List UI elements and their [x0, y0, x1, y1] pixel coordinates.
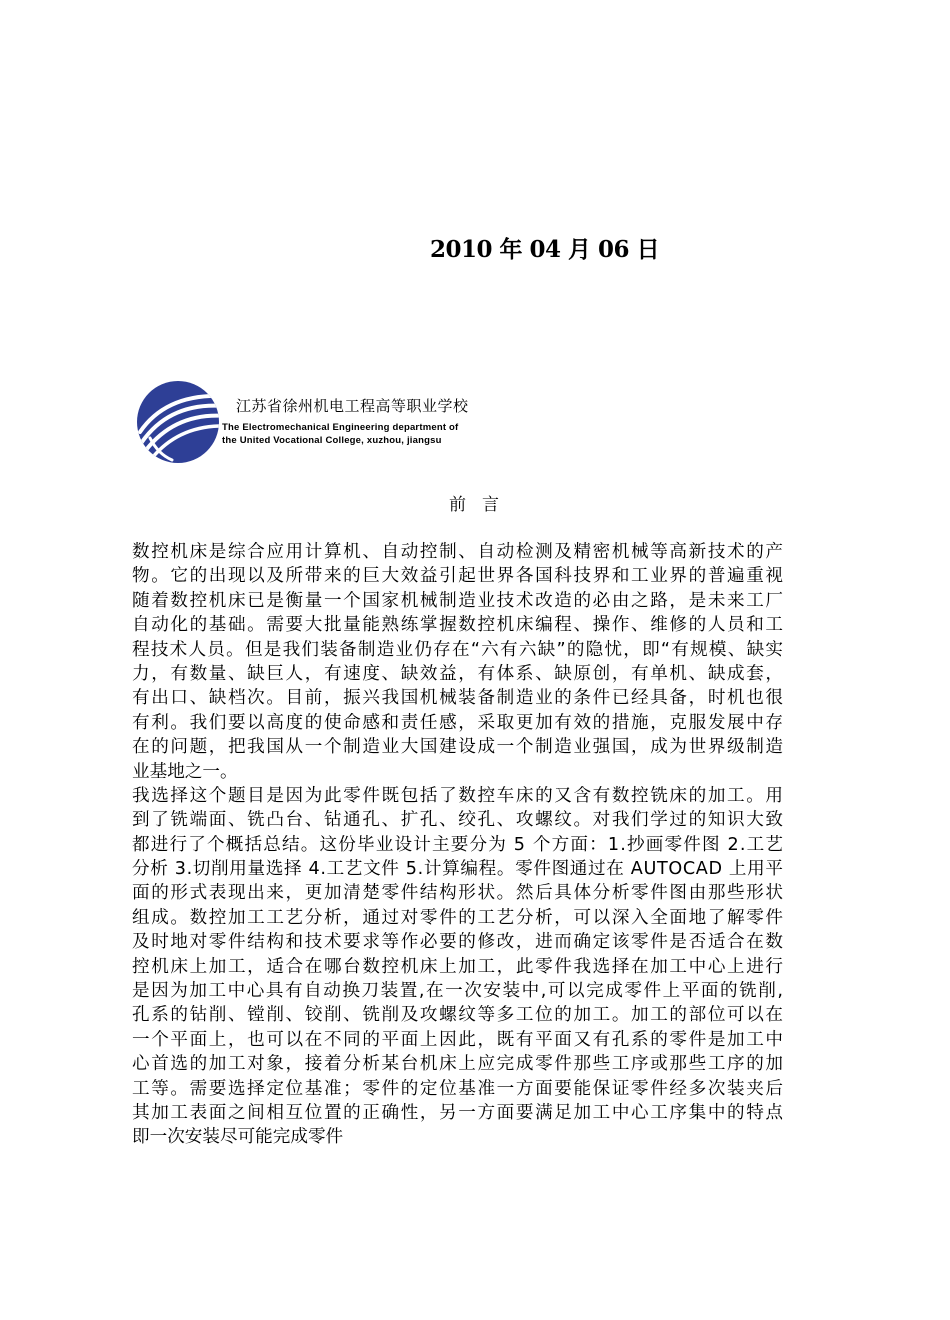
paragraph-1	[132, 540, 783, 784]
paragraph-2	[132, 784, 783, 1150]
text-line: 分析 3.切削用量选择 4.工艺文件 5.计算编程。零件图通过在 AUTOCAD 上用平	[132, 859, 784, 880]
text-line: 随着数控机床已是衡量一个国家机械制造业技术改造的必由之路，是未来工厂	[132, 590, 785, 611]
text-line: 是因为加工中心具有自动换刀装置,在一次安装中,可以完成零件上平面的铣削,	[132, 981, 785, 1002]
document-date: 2010 年 04 月 06 日	[430, 236, 660, 263]
text-line: 即一次安装尽可能完成零件	[132, 1127, 344, 1148]
text-line: 组成。数控加工工艺分析，通过对零件的工艺分析，可以深入全面地了解零件	[132, 907, 785, 928]
text-line: 其加工表面之间相互位置的正确性，另一方面要满足加工中心工序集中的特点	[132, 1102, 785, 1123]
school-name-en	[222, 421, 458, 447]
text-line: 物。它的出现以及所带来的巨大效益引起世界各国科技界和工业界的普遍重视	[132, 566, 785, 587]
section-heading-preface	[449, 494, 499, 516]
text-line: 力，有数量、缺巨人，有速度、缺效益，有体系、缺原创，有单机、缺成套，	[132, 663, 785, 684]
heading-char: 前	[449, 495, 466, 515]
text-line: 自动化的基础。需要大批量能熟练掌握数控机床编程、操作、维修的人员和工	[132, 615, 785, 636]
text-line: 我选择这个题目是因为此零件既包括了数控车床的又含有数控铣床的加工。用	[132, 785, 785, 806]
text-line: 一个平面上，也可以在不同的平面上因此，既有平面又有孔系的零件是加工中	[132, 1029, 785, 1050]
school-name-en-line1: The Electromechanical Engineering department of	[222, 422, 459, 433]
text-line: 在的问题，把我国从一个制造业大国建设成一个制造业强国，成为世界级制造	[132, 737, 785, 758]
text-line: 程技术人员。但是我们装备制造业仍存在“六有六缺”的隐忧，即“有规模、缺实	[132, 639, 785, 660]
text-line: 业基地之一。	[132, 761, 238, 782]
text-line: 到了铣端面、铣凸台、钻通孔、扩孔、绞孔、攻螺纹。对我们学过的知识大致	[132, 810, 785, 831]
text-line: 面的形式表现出来，更加清楚零件结构形状。然后具体分析零件图由那些形状	[132, 883, 785, 904]
school-name-cn: 江苏省徐州机电工程高等职业学校	[236, 397, 469, 415]
text-line: 有出口、缺档次。目前，振兴我国机械装备制造业的条件已经具备，时机也很	[132, 688, 785, 709]
text-line: 心首选的加工对象，接着分析某台机床上应完成零件那些工序或那些工序的加	[132, 1054, 785, 1075]
school-emblem-icon	[136, 380, 220, 464]
text-line: 控机床上加工，适合在哪台数控机床上加工，此零件我选择在加工中心上进行	[132, 956, 785, 977]
preface-body	[132, 540, 783, 1150]
school-name-en-line2: the United Vocational College, xuzhou, jiangsu	[222, 435, 442, 446]
text-line: 都进行了个概括总结。这份毕业设计主要分为 5 个方面：1.抄画零件图 2.工艺	[132, 834, 785, 855]
text-line: 有利。我们要以高度的使命感和责任感，采取更加有效的措施，克服发展中存	[132, 712, 785, 733]
school-logo-block	[136, 380, 496, 464]
text-line: 及时地对零件结构和技术要求等作必要的修改，进而确定该零件是否适合在数	[132, 932, 785, 953]
text-line: 数控机床是综合应用计算机、自动控制、自动检测及精密机械等高新技术的产	[132, 542, 785, 562]
heading-char: 言	[482, 495, 499, 515]
text-line: 工等。需要选择定位基准；零件的定位基准一方面要能保证零件经多次装夹后	[132, 1078, 785, 1099]
text-line: 孔系的钻削、镗削、铰削、铣削及攻螺纹等多工位的加工。加工的部位可以在	[132, 1005, 785, 1026]
